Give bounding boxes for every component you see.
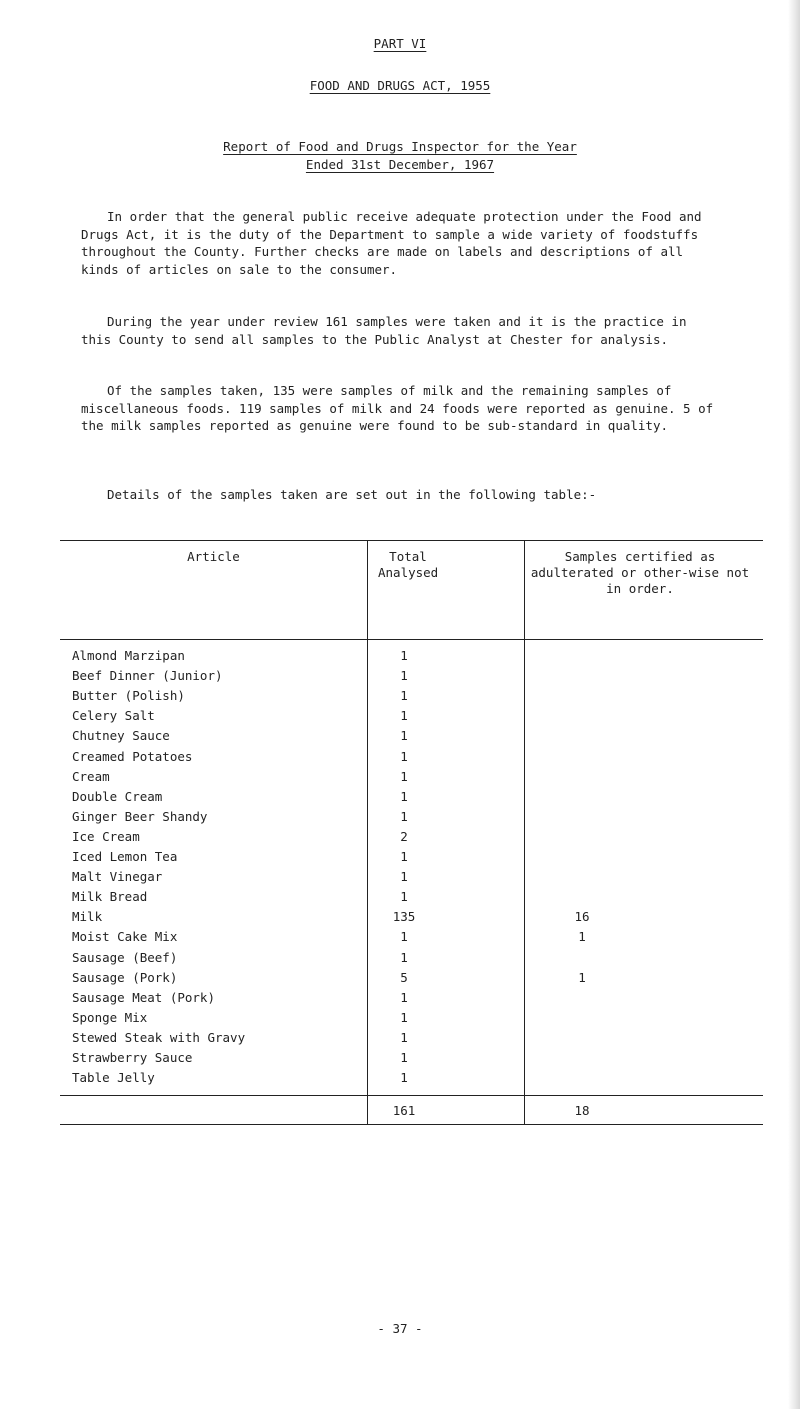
page-edge-shadow bbox=[788, 0, 800, 1409]
total-cell: 5 bbox=[400, 969, 408, 985]
total-cell: 1 bbox=[400, 808, 408, 824]
table-row bbox=[60, 950, 763, 970]
total-adulterated-sum: 18 bbox=[574, 1103, 590, 1118]
total-cell: 1 bbox=[400, 1070, 408, 1086]
total-cell: 1 bbox=[400, 949, 408, 965]
total-cell: 1 bbox=[400, 889, 408, 905]
article-cell: Almond Marzipan bbox=[72, 648, 185, 663]
table-totals-rule bbox=[60, 1095, 763, 1096]
total-cell: 1 bbox=[400, 1050, 408, 1065]
total-cell: 2 bbox=[400, 828, 408, 844]
article-cell: Sausage (Beef) bbox=[72, 949, 178, 965]
adulterated-cell: 16 bbox=[574, 909, 590, 925]
header-total: Total Analysed bbox=[378, 549, 439, 580]
table-row bbox=[60, 970, 763, 990]
table-row bbox=[60, 728, 763, 748]
article-cell: Sausage Meat (Pork) bbox=[72, 989, 215, 1005]
part-label: PART VI bbox=[373, 36, 427, 51]
table-row bbox=[60, 648, 763, 668]
article-cell: Sausage (Pork) bbox=[72, 969, 178, 985]
table-row bbox=[60, 688, 763, 708]
article-cell: Ice Cream bbox=[72, 828, 140, 844]
article-cell: Ginger Beer Shandy bbox=[72, 808, 208, 824]
report-title-line1: Report of Food and Drugs Inspector for the Year bbox=[223, 139, 577, 154]
total-cell: 1 bbox=[400, 788, 408, 804]
article-cell: Milk bbox=[72, 909, 103, 925]
total-analysed-sum: 161 bbox=[392, 1103, 416, 1118]
paragraph-review: During the year under review 161 samples were taken and it is the practice in this County to send all samples to the Public Analyst at Chester for analysis. bbox=[81, 314, 687, 347]
table-row bbox=[60, 869, 763, 889]
article-cell: Iced Lemon Tea bbox=[72, 849, 178, 864]
article-cell: Double Cream bbox=[72, 788, 163, 804]
paragraph-intro: In order that the general public receive adequate protection under the Food and Drugs Act, it is the duty of the Department to sample a wide variety of foodstuffs throughout the County. Further checks are made on labels and descriptions of all kinds of articles on sale to the consumer. bbox=[81, 209, 702, 277]
table-row bbox=[60, 1050, 763, 1070]
table-row bbox=[60, 789, 763, 809]
total-cell: 1 bbox=[400, 648, 408, 663]
article-cell: Stewed Steak with Gravy bbox=[72, 1029, 246, 1045]
header-article: Article bbox=[187, 549, 240, 564]
act-title: FOOD AND DRUGS ACT, 1955 bbox=[309, 78, 491, 93]
total-cell: 1 bbox=[400, 929, 408, 945]
report-title-line2: Ended 31st December, 1967 bbox=[305, 157, 495, 172]
page-number: - 37 - bbox=[377, 1321, 423, 1336]
table-row bbox=[60, 809, 763, 829]
article-cell: Milk Bread bbox=[72, 889, 148, 905]
article-cell: Celery Salt bbox=[72, 708, 155, 724]
table-row bbox=[60, 749, 763, 769]
table-row bbox=[60, 668, 763, 688]
table-row bbox=[60, 889, 763, 909]
total-cell: 1 bbox=[400, 688, 408, 704]
adulterated-cell: 1 bbox=[578, 969, 586, 985]
article-cell: Moist Cake Mix bbox=[72, 929, 178, 945]
total-cell: 1 bbox=[400, 1029, 408, 1045]
article-cell: Strawberry Sauce bbox=[72, 1050, 193, 1065]
article-cell: Beef Dinner (Junior) bbox=[72, 668, 223, 684]
article-cell: Creamed Potatoes bbox=[72, 748, 193, 764]
article-cell: Sponge Mix bbox=[72, 1009, 148, 1025]
total-cell: 1 bbox=[400, 869, 408, 885]
totals-row bbox=[60, 1103, 763, 1123]
table-row bbox=[60, 849, 763, 869]
table-row bbox=[60, 929, 763, 949]
table-row bbox=[60, 1010, 763, 1030]
article-cell: Table Jelly bbox=[72, 1070, 155, 1086]
adulterated-cell: 1 bbox=[578, 929, 586, 945]
total-cell: 1 bbox=[400, 668, 408, 684]
article-cell: Cream bbox=[72, 768, 110, 784]
paragraph-samples: Of the samples taken, 135 were samples of milk and the remaining samples of miscellaneous foods. 119 samples of milk and 24 foods were reported as genuine. 5 of the milk samples reported as genuine were found to be sub-standard in quality. bbox=[81, 383, 714, 433]
table-bottom-rule bbox=[60, 1124, 763, 1125]
total-cell: 1 bbox=[400, 768, 408, 784]
total-cell: 135 bbox=[392, 909, 416, 925]
table-top-rule bbox=[60, 540, 763, 541]
article-cell: Butter (Polish) bbox=[72, 688, 185, 704]
total-cell: 1 bbox=[400, 708, 408, 724]
table-row bbox=[60, 1030, 763, 1050]
total-cell: 1 bbox=[400, 1009, 408, 1025]
total-cell: 1 bbox=[400, 849, 408, 864]
table-header-rule bbox=[60, 639, 763, 640]
table-row bbox=[60, 909, 763, 929]
total-cell: 1 bbox=[400, 748, 408, 764]
table-row bbox=[60, 829, 763, 849]
total-cell: 1 bbox=[400, 728, 408, 744]
header-adulterated: Samples certified as adulterated or other-wise not in order. bbox=[530, 549, 750, 596]
table-row bbox=[60, 1070, 763, 1090]
paragraph-details: Details of the samples taken are set out in the following table:- bbox=[107, 487, 597, 502]
article-cell: Malt Vinegar bbox=[72, 869, 163, 885]
table-row bbox=[60, 708, 763, 728]
table-row bbox=[60, 769, 763, 789]
total-cell: 1 bbox=[400, 989, 408, 1005]
article-cell: Chutney Sauce bbox=[72, 728, 170, 744]
table-row bbox=[60, 990, 763, 1010]
